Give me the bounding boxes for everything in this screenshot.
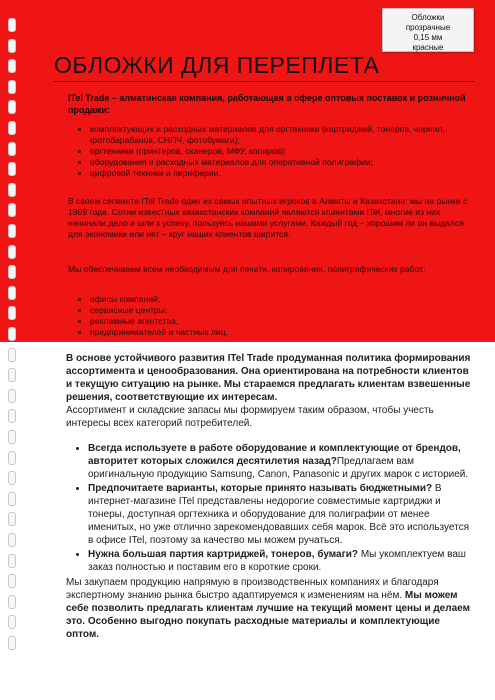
list-item [88,482,474,547]
product-label [382,8,474,52]
cover-intro: ITel Trade – алматинская компания, работающая в сфере оптовых поставок и розничной продажи: [68,93,466,115]
binding-hole [8,224,16,238]
binding-hole [8,203,16,217]
binding-hole [8,595,16,609]
binding-hole [8,636,16,650]
binding-hole [8,409,16,423]
binding-hole [8,39,16,53]
body-bullet-list [66,442,474,575]
label-line-1: Обложки [411,13,445,22]
bullet-answer: В интернет-магазине ITel представлены недорогие совместимые картриджи и тонеры, доступная оргтехника и оборудование для полиграфии от менее именитых, но уже отлично зарекомендовавших себя марок. Всё это используется в офисе ITel, поэтому за качество мы можем ручаться. [88,483,469,546]
purchasing-text: Мы закупаем продукцию напрямую в производственных компаниях и благодаря экспертному знанию рынка быстро адаптируемся к изменениям на нём. [66,577,439,601]
binding-hole [8,327,16,341]
binding-hole [8,100,16,114]
list-item: • комплектующих и расходных материалов для оргтехники (картриджей, тонеров, чернил, фотобарабанов, СНПЧ, фотобумаги); [90,124,468,146]
binding-hole [8,471,16,485]
body-paragraph-policy: В основе устойчивого развития ITel Trade продуманная политика формирования ассортимента и ценообразования. Она ориентирована на потребности клиентов и текущую ситуацию на рынке. Мы стараемся предлагать клиентам взвешенные решения, соответствующие их интересам. [66,353,471,403]
binding-hole [8,554,16,568]
binding-hole [8,451,16,465]
binding-hole [8,348,16,362]
list-item: • офисы компаний; [90,294,468,305]
list-item: • предпринимателей и частных лиц. [90,327,468,338]
binding-hole [8,430,16,444]
body-paragraph-purchasing [66,576,474,641]
binding-hole [8,142,16,156]
bullet-answer: Предлагаем вам оригинальную продукцию Samsung, Canon, Panasonic и других марок с историей. [88,456,469,480]
bullet-question: Предпочитаете варианты, которые принято называть бюджетными? [88,483,433,494]
binding-hole [8,59,16,73]
label-line-2: прозрачные [405,23,451,32]
cover-paragraph-history: В своем сегменте ITel Trade один из самых опытных игроков в Алматы и Казахстане: мы на рынке с 1999 года. Сотни известных казахстанских компаний являются клиентами ITel, многие из них начинали дело и шли к успеху, пользуясь нашими услугами. Каждый год – хорошим ли он выдался для экономики или нет – круг наших клиентов ширится. [68,196,468,239]
binding-hole [8,245,16,259]
binding-hole [8,389,16,403]
bullet-question: Всегда используете в работе оборудование и комплектующие от брендов, авторитет которых сложился десятилетия назад? [88,443,461,467]
binding-hole [8,265,16,279]
bullet-answer: Мы укомплектуем ваш заказ полностью и поставим его в короткие сроки. [88,549,466,573]
binding-hole [8,574,16,588]
binding-hole [8,286,16,300]
binding-hole [8,121,16,135]
cover-client-list [68,294,468,338]
label-line-3: 0,15 мм [413,33,443,42]
body-paragraph-assortment: Ассортимент и складские запасы мы формируем таким образом, чтобы учесть интересы всех категорий потребителей. [66,405,434,429]
binding-hole [8,162,16,176]
binding-holes [8,18,18,658]
bullet-question: Нужна большая партия картриджей, тонеров, бумаги? [88,549,359,560]
binding-hole [8,492,16,506]
list-item [88,548,474,574]
list-item: • цифровой техники и периферии. [90,168,468,179]
binding-hole [8,512,16,526]
binding-hole [8,306,16,320]
purchasing-highlight: Мы можем себе позволить предлагать клиентам лучшие на текущий момент цены и делаем это. Особенно выгодно покупать расходные материалы и комплектующие оптом. [66,590,470,640]
cover-paragraph-services: Мы обеспечиваем всем необходимым для печати, копирования, полиграфических работ: [68,264,426,274]
binding-hole [8,80,16,94]
label-line-4: красные [412,43,444,52]
binding-hole [8,183,16,197]
list-item: • оргтехники (принтеров, сканеров, МФУ, копиров); [90,146,468,157]
list-item [88,442,474,481]
binding-hole [8,18,16,32]
cover-product-list [68,124,468,179]
binding-hole [8,368,16,382]
binding-hole [8,533,16,547]
list-item: • оборудования и расходных материалов для оперативной полиграфии; [90,157,468,168]
list-item: • рекламные агентства; [90,316,468,327]
page-title: ОБЛОЖКИ ДЛЯ ПЕРЕПЛЕТА [54,52,474,82]
binding-hole [8,615,16,629]
list-item: • сервисные центры; [90,305,468,316]
